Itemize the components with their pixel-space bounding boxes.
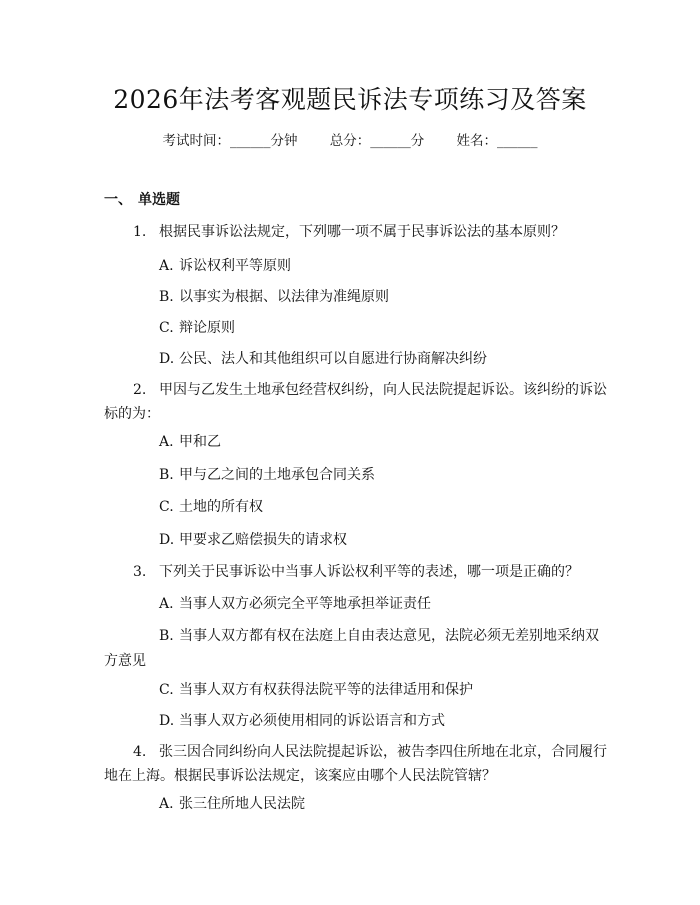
question-number: 4. <box>133 744 147 760</box>
question-4 <box>133 741 607 763</box>
option-letter: D. <box>159 351 175 367</box>
question-text: 甲因与乙发生土地承包经营权纠纷，向人民法院提起诉讼。该纠纷的诉讼 <box>159 382 607 398</box>
question-text: 根据民事诉讼法规定，下列哪一项不属于民事诉讼法的基本原则？ <box>159 224 565 240</box>
question-2-option-d <box>159 529 347 551</box>
option-letter: D. <box>159 713 175 729</box>
section-number: 一、 <box>104 192 132 208</box>
question-3-option-b-continuation: 方意见 <box>104 653 146 669</box>
question-2-option-a <box>159 431 221 453</box>
option-text: 土地的所有权 <box>179 499 263 515</box>
question-1 <box>133 221 565 243</box>
question-2-option-b <box>159 464 375 486</box>
option-letter: D. <box>159 532 175 548</box>
option-text: 张三住所地人民法院 <box>179 796 305 812</box>
question-3-option-d <box>159 710 445 732</box>
option-text: 甲与乙之间的土地承包合同关系 <box>179 467 375 483</box>
option-letter: B. <box>159 628 174 644</box>
question-number: 3. <box>133 564 147 580</box>
question-1-option-a <box>159 255 291 277</box>
question-number: 2. <box>133 382 147 398</box>
question-text: 下列关于民事诉讼中当事人诉讼权利平等的表述，哪一项是正确的？ <box>159 564 579 580</box>
option-letter: A. <box>159 434 174 450</box>
question-1-option-c <box>159 317 235 339</box>
question-2 <box>133 379 607 401</box>
name-field: 姓名：______ <box>456 133 538 149</box>
question-text: 张三因合同纠纷向人民法院提起诉讼，被告李四住所地在北京，合同履行 <box>159 744 607 760</box>
option-text: 辩论原则 <box>179 320 235 336</box>
option-text: 公民、法人和其他组织可以自愿进行协商解决纠纷 <box>179 351 487 367</box>
section-heading <box>104 189 180 211</box>
question-4-continuation: 地在上海。根据民事诉讼法规定，该案应由哪个人民法院管辖？ <box>104 768 496 784</box>
question-2-continuation: 标的为： <box>104 406 160 422</box>
option-letter: A. <box>159 258 174 274</box>
question-1-option-b <box>159 286 389 308</box>
document-title: 2026年法考客观题民诉法专项练习及答案 <box>113 85 587 114</box>
option-text: 甲要求乙赔偿损失的请求权 <box>179 532 347 548</box>
question-3 <box>133 561 579 583</box>
question-2-option-c <box>159 496 263 518</box>
question-3-option-b <box>159 625 599 647</box>
total-score-field: 总分：______分 <box>329 133 425 149</box>
section-title: 单选题 <box>138 192 180 208</box>
option-text: 当事人双方必须使用相同的诉讼语言和方式 <box>179 713 445 729</box>
option-text: 诉讼权利平等原则 <box>179 258 291 274</box>
question-number: 1. <box>133 224 147 240</box>
option-letter: A. <box>159 796 174 812</box>
option-text: 当事人双方有权获得法院平等的法律适用和保护 <box>179 682 473 698</box>
option-text: 以事实为根据、以法律为准绳原则 <box>179 289 389 305</box>
option-letter: B. <box>159 467 174 483</box>
question-3-option-c <box>159 679 473 701</box>
option-letter: C. <box>159 682 174 698</box>
option-letter: B. <box>159 289 174 305</box>
option-letter: A. <box>159 596 174 612</box>
question-3-option-a <box>159 593 431 615</box>
option-text: 当事人双方必须完全平等地承担举证责任 <box>179 596 431 612</box>
question-4-option-a <box>159 793 305 815</box>
option-letter: C. <box>159 320 174 336</box>
option-letter: C. <box>159 499 174 515</box>
question-1-option-d <box>159 348 487 370</box>
option-text: 甲和乙 <box>179 434 221 450</box>
option-text: 当事人双方都有权在法庭上自由表达意见，法院必须无差别地采纳双 <box>179 628 599 644</box>
exam-time-field: 考试时间：______分钟 <box>162 133 298 149</box>
exam-info-line <box>0 131 700 151</box>
